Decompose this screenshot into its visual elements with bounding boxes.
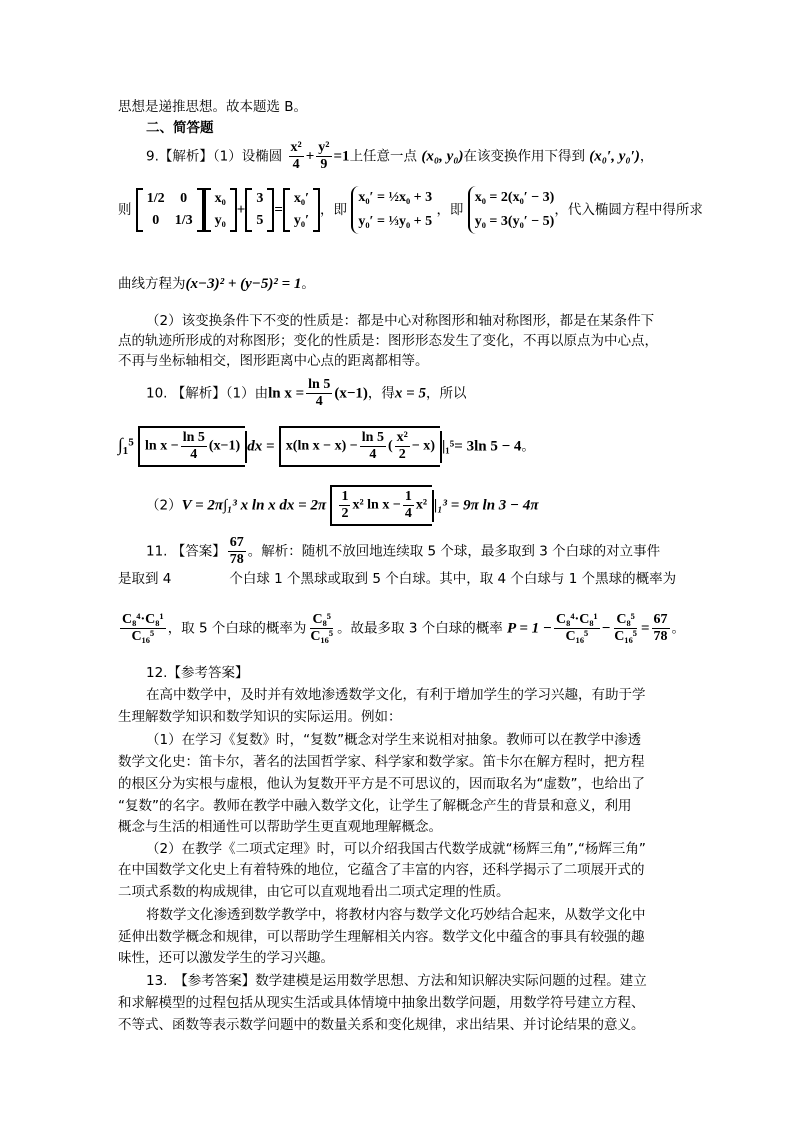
text: 13. 【参考答案】	[146, 973, 256, 989]
q11-line3	[118, 612, 685, 645]
text: ，取 5 个白球的概率为	[167, 620, 307, 637]
math: |₁⁵	[441, 438, 455, 455]
text: 。	[521, 438, 535, 455]
text-line: 数学文化史：笛卡尔，著名的法国哲学家、科学家和数学家。笛卡尔在解方程时，把方程	[118, 754, 645, 770]
q9-line1	[146, 140, 653, 173]
text: 9.【解析】（1）设椭圆	[146, 148, 283, 165]
text: ，即	[436, 202, 464, 218]
text-line: 概念与生活的相通性可以帮助学生更直观地理解概念。	[118, 819, 442, 835]
math: =	[640, 620, 650, 637]
text-line: 点的轨迹所形成的对称图形；变化的性质是：图形形态发生了变化，不再以原点为中心点，	[118, 333, 658, 349]
fraction: $\frac{\ln 5}{4}$	[308, 377, 331, 409]
text-line: 延伸出数学概念和规律，可以帮助学生理解相关内容。数学文化中蕴含的事具有较强的趣	[118, 929, 645, 945]
math: +	[305, 148, 315, 165]
text-line: 思想是递推思想。故本题选 B。	[118, 99, 308, 115]
math: = 3ln 5 − 4	[454, 438, 522, 455]
text: ，所以	[425, 385, 467, 402]
text: 。故最多取 3 个白球的概率	[337, 620, 503, 637]
text: ，得	[367, 385, 395, 402]
bracket-expr: ln x − $\frac{\ln 5}{4}$ (x−1)	[138, 426, 245, 467]
text-line: 味性，还可以激发学生的学习兴趣。	[118, 950, 334, 966]
text: 。解析：随机不放回地连续取 5 个球，最多取到 3 个白球的对立事件	[247, 543, 661, 560]
equation-system: x₀′ = ½x₀ + 3 y₀′ = ⅓y₀ + 5	[351, 186, 432, 234]
text-line: （2）在教学《二项式定理》时，可以介绍我国古代数学成就“杨辉三角”,“杨辉三角”	[146, 841, 646, 857]
text-line: “复数”的名字。教师在教学中融入数学文化，让学生了解概念产生的背景和意义，利用	[118, 798, 632, 814]
text: 。	[671, 620, 686, 637]
text: （2）	[146, 497, 182, 514]
text: 数学建模是运用数学思想、方法和知识解决实际问题的过程。建立	[255, 973, 647, 989]
answer-fraction: $\frac{67}{78}$	[229, 535, 244, 567]
text: 11. 【答案】	[146, 543, 226, 560]
math: |₁³ = 9π ln 3 − 4π	[434, 497, 539, 514]
text-line: 不再与坐标轴相交，图形距离中心点的距离都相等。	[118, 353, 429, 369]
q10-integral	[118, 426, 535, 467]
text: 上任意一点	[349, 148, 418, 165]
text: 在该变换作用下得到	[463, 148, 585, 165]
text-line: （1）在学习《复数》时，“复数”概念对学生来说相对抽象。教师可以在教学中渗透	[146, 732, 642, 748]
matrix: 1/2 0 0 1/3	[136, 188, 204, 232]
fraction: $\frac{\text{C₈⁴·C₈¹}}{\text{C₁₆⁵}}$	[556, 612, 598, 644]
text-line: 12.【参考答案】	[146, 665, 249, 681]
math: −	[601, 620, 611, 637]
text-line: 将数学文化渗透到数学教学中，将教材内容与数学文化巧妙结合起来，从数学文化中	[146, 907, 646, 923]
text: ，	[639, 148, 654, 165]
text: 则	[118, 202, 132, 218]
vector: x₀ y₀	[204, 188, 237, 232]
math: dx =	[247, 438, 275, 455]
math: x = 5	[394, 385, 426, 402]
math: (x−1)	[334, 385, 368, 402]
vector: x₀′ y₀′	[283, 188, 320, 232]
q11-line2	[118, 569, 676, 589]
text-line: （2）该变换条件下不变的性质是：都是中心对称图形和轴对称图形，都是在某条件下	[146, 313, 655, 329]
fraction: $\frac{\text{C₈⁵}}{\text{C₁₆⁵}}$	[310, 612, 334, 644]
text-line: 的根区分为实根与虚根，他认为复数开平方是不可思议的，因而取名为“虚数”，也给出了	[118, 776, 645, 792]
fraction: $\frac{\text{x²}}{4}$	[290, 140, 302, 172]
text: 是取到 4	[118, 571, 172, 587]
fraction: $\frac{\text{y²}}{9}$	[318, 140, 330, 172]
text-line: 不等式、函数等表示数学问题中的数量关系和变化规律，求出结果、并讨论结果的意义。	[118, 1017, 645, 1033]
q13-line1	[146, 971, 647, 991]
math: ∫₁⁵	[118, 434, 134, 455]
math: P = 1 −	[507, 620, 553, 637]
math: ln x =	[268, 385, 305, 402]
text-line: 二项式系数的构成规律，由它可以直观地看出二项式定理的性质。	[118, 884, 510, 900]
bracket-expr: $\frac{1}{2}$ x² ln x − $\frac{1}{4}$ x²	[330, 485, 432, 526]
math: V = 2π∫₁³ x ln x dx = 2π	[181, 497, 327, 514]
text-line: 在中国数学文化史上有着特殊的地位，它蕴含了丰富的内容，还科学揭示了二项展开式的	[118, 862, 645, 878]
fraction: $\frac{\text{C₈⁵}}{\text{C₁₆⁵}}$	[614, 612, 637, 644]
q9-line2	[118, 186, 703, 234]
q10-line1	[146, 377, 466, 410]
vector: 3 5	[245, 188, 274, 232]
text-line: 生理解数学知识和数学知识的实际运用。例如：	[118, 709, 402, 725]
equation-system: x₀ = 2(x₀′ − 3) y₀ = 3(y₀′ − 5)	[468, 186, 555, 234]
q9-line3	[118, 274, 315, 294]
math: =	[274, 202, 283, 218]
math: (x−3)² + (y−5)² = 1	[185, 276, 302, 292]
math: +	[236, 202, 246, 218]
text: 10. 【解析】（1）由	[146, 385, 269, 402]
text-line: 和求解模型的过程包括从现实生活或具体情境中抽象出数学问题，用数学符号建立方程、	[118, 995, 645, 1011]
text: 曲线方程为	[118, 276, 186, 292]
fraction: $\frac{\text{C₈⁴·C₈¹}}{\text{C₁₆⁵}}$	[122, 612, 164, 644]
text: 。	[301, 276, 315, 292]
text: ，即	[320, 202, 348, 218]
bracket-expr: x(ln x − x) − $\frac{\ln 5}{4}$ ( $\frac{\text{x²}}{2}$ − x)	[279, 426, 440, 467]
text-line: 在高中数学中，及时并有效地渗透数学文化，有利于增加学生的学习兴趣，有助于学	[146, 687, 646, 703]
section-heading: 二、简答题	[146, 120, 214, 136]
text: ，代入椭圆方程中得所求	[554, 202, 703, 218]
math: =1	[333, 148, 350, 165]
math: (x₀′, y₀′)	[589, 148, 640, 165]
math: (x₀, y₀)	[421, 148, 464, 165]
fraction: $\frac{67}{78}$	[653, 612, 668, 644]
q11-line1	[146, 535, 660, 568]
q10-volume	[146, 485, 539, 526]
text: 个白球 1 个黑球或取到 5 个白球。其中，取 4 个白球与 1 个黑球的概率为	[229, 571, 677, 587]
